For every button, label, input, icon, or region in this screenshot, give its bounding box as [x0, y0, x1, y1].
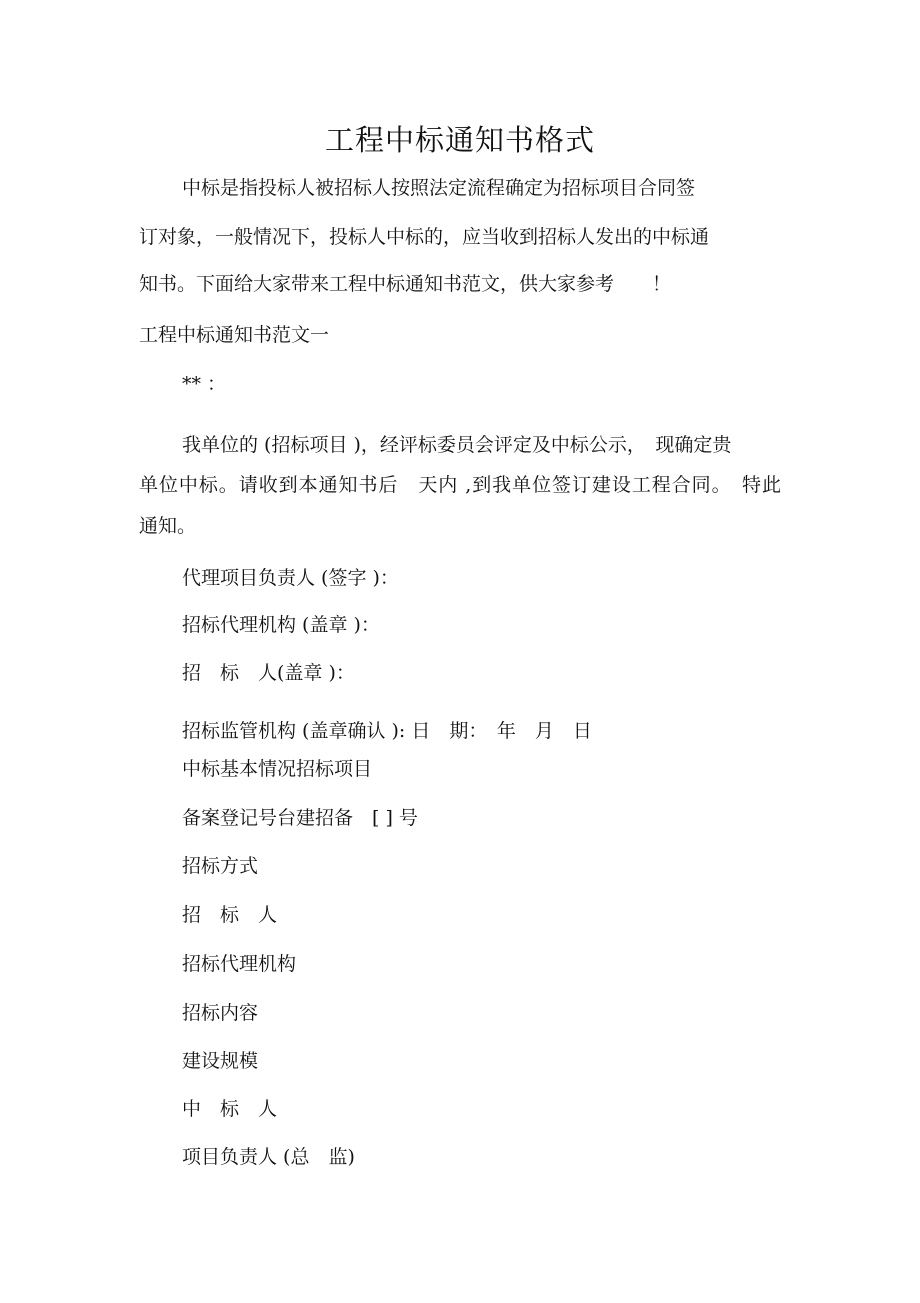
info-field-scale: 建设规模 — [182, 1050, 259, 1072]
info-field-winner: 中 标 人 — [182, 1098, 278, 1120]
info-field-method: 招标方式 — [182, 855, 259, 877]
info-field-registration: 备案登记号台建招备 [ ] 号 — [182, 807, 418, 829]
salutation: ** ： — [182, 373, 227, 395]
intro-line-2: 订对象，一般情况下，投标人中标的，应当收到招标人发出的中标通 — [139, 226, 710, 248]
signature-tenderer: 招 标 人(盖章 )： — [182, 662, 355, 684]
signature-supervisor-date: 招标监管机构 (盖章确认 ): 日 期： 年 月 日 — [182, 720, 592, 742]
intro-line-3: 知书。下面给大家带来工程中标通知书范文，供大家参考 ！ — [139, 273, 672, 295]
info-field-project: 中标基本情况招标项目 — [182, 758, 373, 780]
info-field-tenderer: 招 标 人 — [182, 904, 278, 926]
section-heading: 工程中标通知书范文一 — [139, 324, 330, 346]
body-line-1: 我单位的 (招标项目 )，经评标委员会评定及中标公示， 现确定贵 — [182, 434, 732, 456]
info-field-content: 招标内容 — [182, 1002, 259, 1024]
signature-agent-manager: 代理项目负责人 (签字 )： — [182, 567, 399, 589]
body-line-2: 单位中标。请收到本通知书后 天内 ,到我单位签订建设工程合同。 特此 — [139, 474, 781, 496]
signature-agency: 招标代理机构 (盖章 )： — [182, 614, 380, 636]
intro-line-1: 中标是指投标人被招标人按照法定流程确定为招标项目合同签 — [182, 177, 696, 199]
info-field-project-leader: 项目负责人 (总 监) — [182, 1146, 355, 1168]
document-title: 工程中标通知书格式 — [324, 123, 595, 157]
body-line-3: 通知。 — [139, 515, 197, 537]
info-field-agency: 招标代理机构 — [182, 953, 297, 975]
